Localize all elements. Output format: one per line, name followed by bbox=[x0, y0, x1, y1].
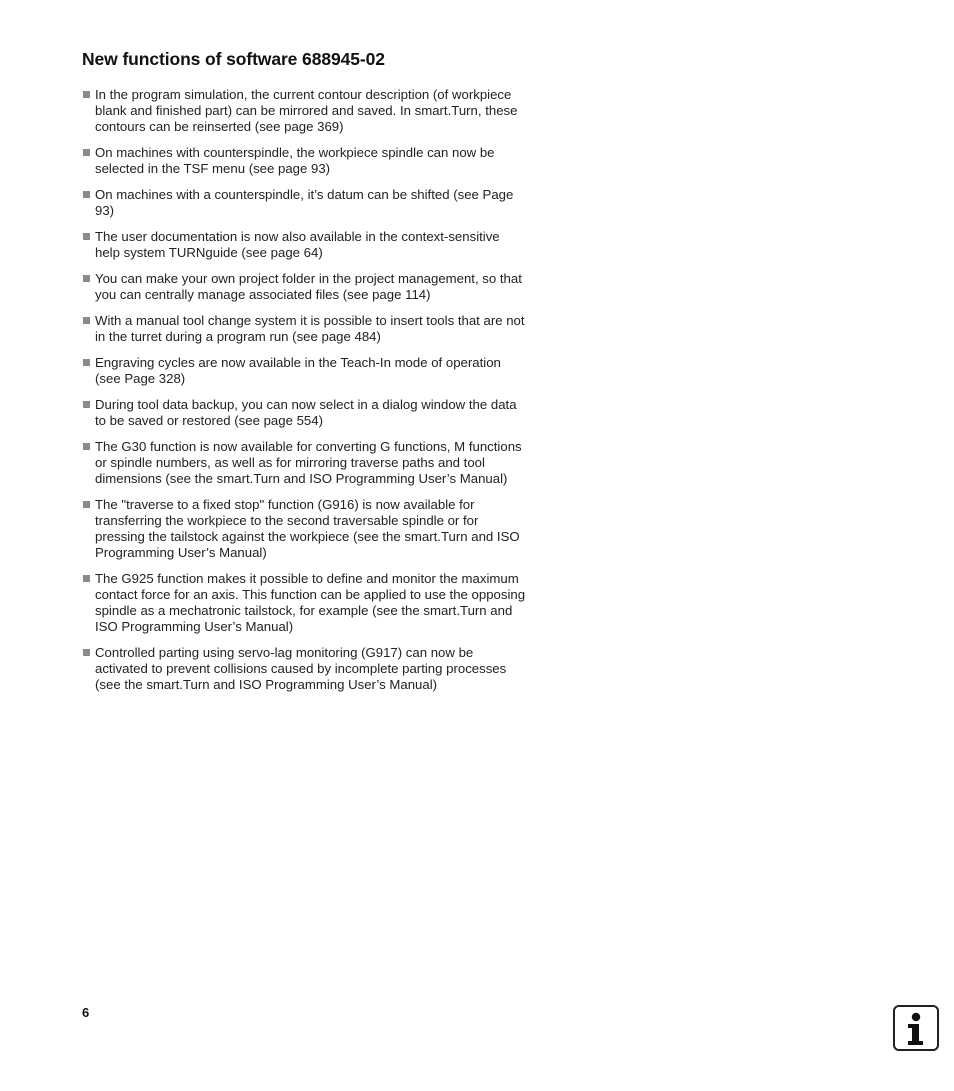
list-item-text: The user documentation is now also available in the context-sensitive help system TURNguide (see page 64) bbox=[95, 229, 500, 260]
list-item bbox=[82, 645, 528, 693]
square-bullet-icon bbox=[83, 91, 90, 98]
square-bullet-icon bbox=[83, 401, 90, 408]
list-item bbox=[82, 271, 528, 303]
list-item-text: The "traverse to a fixed stop" function (G916) is now available for transferring the workpiece to the second traversable spindle or for pressing the tailstock against the workpiece (see the smart.Turn and ISO Programming User’s Manual) bbox=[95, 497, 520, 560]
list-item bbox=[82, 187, 528, 219]
list-item bbox=[82, 229, 528, 261]
list-item bbox=[82, 313, 528, 345]
list-item bbox=[82, 355, 528, 387]
list-item bbox=[82, 87, 528, 135]
list-item-text: In the program simulation, the current contour description (of workpiece blank and finished part) can be mirrored and saved. In smart.Turn, these contours can be reinserted (see page 369) bbox=[95, 87, 518, 134]
list-item-text: Engraving cycles are now available in the Teach-In mode of operation (see Page 328) bbox=[95, 355, 501, 386]
info-glyph bbox=[895, 1007, 937, 1049]
page-number: 6 bbox=[82, 1005, 90, 1020]
list-item bbox=[82, 397, 528, 429]
square-bullet-icon bbox=[83, 191, 90, 198]
list-item bbox=[82, 497, 528, 561]
list-item bbox=[82, 439, 528, 487]
list-item-text: The G30 function is now available for converting G functions, M functions or spindle numbers, as well as for mirroring traverse paths and tool dimensions (see the smart.Turn and ISO Programming User’s Manual) bbox=[95, 439, 522, 486]
square-bullet-icon bbox=[83, 275, 90, 282]
square-bullet-icon bbox=[83, 501, 90, 508]
list-item-text: During tool data backup, you can now select in a dialog window the data to be saved or restored (see page 554) bbox=[95, 397, 517, 428]
page-title: New functions of software 688945-02 bbox=[82, 49, 385, 69]
square-bullet-icon bbox=[83, 443, 90, 450]
list-item-text: Controlled parting using servo-lag monitoring (G917) can now be activated to prevent collisions caused by incomplete parting processes (see the smart.Turn and ISO Programming User’s Manual) bbox=[95, 645, 507, 692]
list-item bbox=[82, 145, 528, 177]
list-item-text: On machines with counterspindle, the workpiece spindle can now be selected in the TSF menu (see page 93) bbox=[95, 145, 495, 176]
feature-list bbox=[82, 87, 528, 703]
list-item-text: On machines with a counterspindle, it’s datum can be shifted (see Page 93) bbox=[95, 187, 514, 218]
square-bullet-icon bbox=[83, 233, 90, 240]
list-item-text: You can make your own project folder in the project management, so that you can centrally manage associated files (see page 114) bbox=[95, 271, 522, 302]
square-bullet-icon bbox=[83, 149, 90, 156]
list-item bbox=[82, 571, 528, 635]
info-icon bbox=[893, 1005, 939, 1051]
list-item-text: The G925 function makes it possible to define and monitor the maximum contact force for an axis. This function can be applied to use the opposing spindle as a mechatronic tailstock, for example (see the smart.Turn and ISO Programming User’s Manual) bbox=[95, 571, 526, 634]
list-item-text: With a manual tool change system it is possible to insert tools that are not in the turret during a program run (see page 484) bbox=[95, 313, 525, 344]
square-bullet-icon bbox=[83, 575, 90, 582]
square-bullet-icon bbox=[83, 359, 90, 366]
square-bullet-icon bbox=[83, 317, 90, 324]
square-bullet-icon bbox=[83, 649, 90, 656]
